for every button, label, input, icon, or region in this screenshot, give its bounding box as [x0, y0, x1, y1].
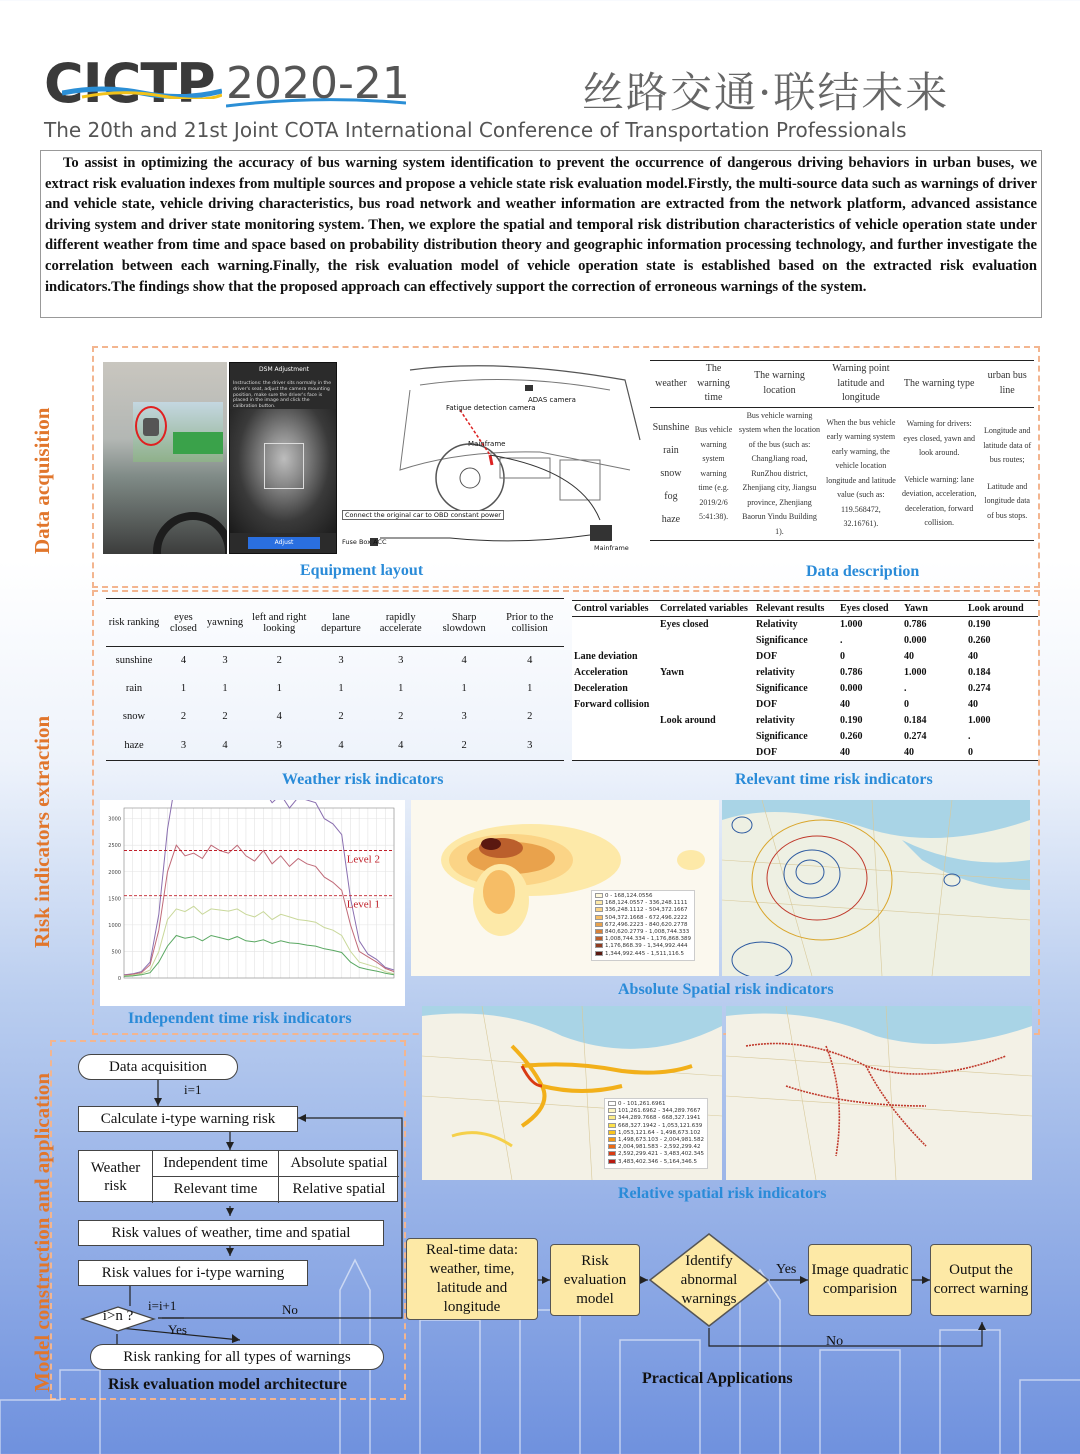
- legend-item: 1,176,868.39 - 1,344,992.444: [595, 943, 691, 950]
- green-bus: [173, 432, 223, 454]
- flow-increment: i=i+1: [148, 1298, 177, 1313]
- cell: 3: [276, 739, 282, 751]
- header-cell: weather: [655, 377, 687, 389]
- flow-risk-values-all: Risk values of weather, time and spatial: [78, 1220, 384, 1246]
- car-interior-diagram: [340, 360, 646, 556]
- section-risk-indicators: Risk indicators extraction: [30, 715, 54, 948]
- header-cell: risk ranking: [108, 617, 160, 628]
- cell: 3: [222, 655, 228, 667]
- legend-item: 1,344,992.445 - 1,511,116.5: [595, 951, 691, 958]
- dsm-title: DSM Adjustment: [259, 366, 309, 373]
- y-tick-label: 1500: [108, 896, 121, 903]
- cell: 2: [338, 711, 344, 722]
- fatigue-camera-label: Fatigue detection camera: [446, 404, 536, 412]
- cell: 0.184: [904, 715, 927, 726]
- bus-camera-photo: [103, 362, 227, 554]
- cell: .: [904, 683, 907, 694]
- weather-item: haze: [661, 514, 681, 526]
- cell: 40: [840, 746, 850, 758]
- cell: 0.274: [968, 683, 991, 694]
- legend-swatch: [595, 929, 603, 934]
- threshold-label: Level 2: [346, 853, 380, 866]
- conference-year: 2020-21: [226, 58, 410, 109]
- relative-map-right-svg: [726, 1006, 1032, 1180]
- cell: 1.000: [968, 715, 991, 726]
- flow-weather-risk: Weather risk: [79, 1151, 153, 1203]
- obd-label: Connect the original car to OBD constant power: [342, 510, 504, 520]
- cell: 3: [338, 655, 344, 667]
- legend-swatch: [608, 1144, 616, 1149]
- conference-slogan: 丝路交通·联结未来: [582, 68, 950, 117]
- correlation-table: [572, 600, 1038, 761]
- type-cell: [898, 407, 980, 541]
- cell: 0.000: [840, 683, 863, 694]
- legend-swatch: [608, 1115, 616, 1120]
- flow-i-equals-1: i=1: [184, 1082, 202, 1097]
- table-row: [572, 729, 1038, 745]
- cell: 1: [527, 683, 533, 694]
- car-interior-sketch: [340, 360, 646, 556]
- cell: 0.786: [840, 667, 863, 678]
- caption-practical-applications: Practical Applications: [642, 1370, 793, 1387]
- caption-weather-risk: Weather risk indicators: [282, 771, 444, 788]
- dsm-adjustment-screen: [229, 362, 337, 554]
- weather-list-cell: [650, 407, 692, 541]
- cell: Acceleration: [574, 667, 628, 678]
- y-tick-label: 0: [117, 976, 121, 982]
- weather-item: rain: [663, 445, 679, 457]
- cell: Deceleration: [574, 683, 628, 694]
- conference-subtitle: The 20th and 21st Joint COTA International Conference of Transportation Professionals: [44, 118, 907, 142]
- header-cell: Relevant results: [756, 603, 825, 614]
- legend-swatch: [595, 915, 603, 920]
- table-row: [572, 697, 1038, 713]
- legend-item: 168,124.0557 - 336,248.1111: [595, 900, 691, 907]
- legend-swatch: [595, 907, 603, 912]
- cell: [658, 633, 754, 649]
- cell: 40: [904, 746, 914, 758]
- flow-condition-label: i>n ?: [102, 1308, 134, 1324]
- legend-swatch: [595, 900, 603, 905]
- flow-relevant-time: Relevant time: [153, 1177, 279, 1203]
- flow-yes-label: Yes: [168, 1322, 187, 1337]
- series-line-series1: [124, 800, 394, 975]
- section-data-acquisition: Data acquisition: [30, 407, 54, 554]
- mainframe-label: Mainframe: [468, 440, 506, 448]
- cell: 1.000: [904, 667, 927, 678]
- table-row: [106, 731, 564, 761]
- caption-model-architecture: Risk evaluation model architecture: [108, 1376, 347, 1393]
- cell: [572, 729, 658, 745]
- cell: Yawn: [660, 667, 684, 678]
- legend-item: 336,248.1112 - 504,372.1667: [595, 907, 691, 914]
- table-row: [572, 713, 1038, 729]
- line-chart-svg: [100, 800, 405, 1006]
- table-header-row: [106, 599, 564, 647]
- flow-risk-values-itype: Risk values for i-type warning: [78, 1260, 308, 1286]
- legend-item: 504,372.1668 - 672,496.2222: [595, 915, 691, 922]
- cell: [572, 745, 658, 761]
- cell: 1: [180, 683, 187, 694]
- app-identify-label: Identify abnormal warnings: [680, 1253, 738, 1307]
- caption-data-description: Data description: [806, 563, 920, 580]
- cell: haze: [124, 739, 144, 751]
- contour-map: [722, 800, 1030, 976]
- type-driver: Warning for drivers: eyes closed, yawn and look around.: [903, 419, 975, 457]
- cell: 0: [840, 651, 845, 662]
- latlon-cell: When the bus vehicle early warning system early warning, the vehicle location longitude and latitude value (such as: 119.568472, 32.16761).: [825, 417, 896, 529]
- table-row: [106, 647, 564, 675]
- cell: Significance: [756, 635, 808, 646]
- cell: Significance: [756, 731, 808, 742]
- cell: 0: [968, 746, 973, 758]
- cell: DOF: [756, 651, 778, 662]
- cell: DOF: [756, 699, 778, 710]
- legend-item: 1,053,121.64 - 1,498,673.102: [608, 1130, 704, 1137]
- weather-item: Sunshine: [652, 422, 690, 434]
- flow-absolute-spatial: Absolute spatial: [279, 1151, 399, 1177]
- legend-item: 1,008,744.334 - 1,176,868.389: [595, 936, 691, 943]
- cell: 1: [398, 683, 404, 694]
- cell: 40: [904, 651, 914, 662]
- cell: 0.786: [904, 619, 927, 631]
- app-identify-diamond: [648, 1232, 770, 1328]
- table-row: [572, 665, 1038, 681]
- cell: 1.000: [840, 619, 863, 631]
- legend-item: 668,327.1942 - 1,053,121.639: [608, 1123, 704, 1130]
- table-row: [106, 675, 564, 703]
- camera-device: [143, 418, 159, 436]
- rel-legend: [604, 1098, 708, 1169]
- relative-map-right: [726, 1006, 1032, 1180]
- y-tick-label: 1000: [108, 922, 121, 929]
- cell: [658, 681, 754, 697]
- app-realtime-data: Real-time data: weather, time, latitude and longitude: [406, 1238, 538, 1320]
- flow-risk-ranking: Risk ranking for all types of warnings: [90, 1344, 384, 1370]
- y-tick-label: 2000: [108, 869, 121, 876]
- y-tick-label: 3000: [108, 816, 121, 823]
- cell: relativity: [756, 715, 795, 726]
- table-row: [572, 617, 1038, 633]
- cell: [658, 745, 754, 761]
- cell: rain: [125, 683, 143, 694]
- line-stops: Latitude and longitude data of bus stops.: [984, 481, 1030, 520]
- caption-independent-time: Independent time risk indicators: [128, 1010, 352, 1027]
- table-row: [650, 407, 1034, 541]
- header-cell: Eyes closed: [840, 603, 889, 614]
- cell: Forward collision: [574, 699, 650, 710]
- legend-item: 0 - 101,261.6961: [608, 1101, 704, 1108]
- cell: Eyes closed: [660, 619, 709, 631]
- cell: 0.260: [968, 635, 991, 646]
- adas-camera-label: ADAS camera: [528, 396, 576, 404]
- header-cell: The warning time: [697, 363, 730, 403]
- table-row: [572, 681, 1038, 697]
- absolute-heatmap: [411, 800, 719, 976]
- legend-swatch: [595, 936, 603, 941]
- table-row: [572, 633, 1038, 649]
- header-cell: rapidly accelerate: [379, 611, 422, 634]
- legend-swatch: [595, 922, 603, 927]
- flow-risk-grid: [78, 1150, 398, 1202]
- header-cell: yawning: [206, 617, 244, 628]
- independent-time-chart: [100, 800, 405, 1006]
- legend-swatch: [608, 1137, 616, 1142]
- cell: 3: [180, 739, 187, 751]
- cell: 2: [222, 711, 228, 722]
- legend-item: 1,498,673.103 - 2,004,981.582: [608, 1137, 704, 1144]
- table-header-row: [572, 601, 1038, 617]
- cell: 4: [398, 739, 404, 751]
- legend-item: 101,261.6962 - 344,289.7667: [608, 1108, 704, 1115]
- legend-swatch: [608, 1159, 616, 1164]
- cell: .: [968, 731, 971, 742]
- weather-risk-table: [106, 598, 564, 761]
- flow-no-label: No: [282, 1302, 298, 1317]
- legend-swatch: [608, 1101, 616, 1106]
- legend-swatch: [608, 1151, 616, 1156]
- flow-calculate-risk: Calculate i-type warning risk: [78, 1106, 298, 1132]
- header-cell: lane departure: [321, 611, 361, 634]
- line-cell: [980, 407, 1034, 541]
- header-cell: urban bus line: [987, 370, 1027, 396]
- dsm-instructions: Instructions: the driver sits normally in the driver's seat, adjust the camera mounting position, make sure the driver's face is placed in the image and click the calibration button.: [233, 381, 332, 410]
- cell: relativity: [756, 667, 795, 678]
- caption-relative-spatial: Relative spatial risk indicators: [618, 1185, 827, 1202]
- cell: 0: [904, 699, 909, 710]
- header-cell: Look around: [968, 603, 1024, 614]
- header-cell: left and right looking: [252, 611, 307, 634]
- cell: 1: [276, 683, 282, 694]
- cell: Significance: [756, 683, 808, 694]
- cell: .: [840, 635, 843, 646]
- y-tick-label: 500: [111, 949, 121, 956]
- cell: 40: [840, 699, 850, 710]
- header-cell: Sharp slowdown: [442, 611, 486, 634]
- caption-absolute-spatial: Absolute Spatial risk indicators: [618, 981, 834, 998]
- cell: 4: [180, 655, 187, 667]
- cell: [658, 649, 754, 665]
- cell: [572, 617, 658, 633]
- cell: 40: [968, 651, 978, 662]
- header-cell: Prior to the collision: [506, 611, 554, 634]
- cell: 3: [527, 739, 533, 751]
- mainframe-label-2: Mainframe: [594, 544, 629, 552]
- y-tick-label: 2500: [108, 843, 121, 850]
- abs-legend: [591, 890, 695, 961]
- table-header-row: [650, 361, 1034, 408]
- app-image-comparison: Image quadratic comparision: [808, 1244, 912, 1316]
- legend-item: 3,483,402.346 - 5,164,346.5: [608, 1159, 704, 1166]
- cell: Lane deviation: [574, 651, 638, 662]
- cell: 3: [461, 711, 467, 722]
- caption-relevant-time: Relevant time risk indicators: [735, 771, 933, 788]
- app-risk-model: Risk evaluation model: [550, 1244, 640, 1316]
- legend-item: 2,592,299.421 - 3,483,402.345: [608, 1151, 704, 1158]
- cell: 0.190: [968, 619, 991, 631]
- fuse-box-label: Fuse Box ACC: [342, 538, 387, 546]
- cell: 4: [222, 739, 228, 751]
- cell: 2: [461, 739, 467, 751]
- logo-swoosh: [62, 85, 222, 99]
- flow-independent-time: Independent time: [153, 1151, 279, 1177]
- cell: [572, 633, 658, 649]
- cell: 4: [527, 655, 533, 667]
- header-cell: Yawn: [904, 603, 928, 614]
- cell: 0.190: [840, 715, 863, 726]
- data-description-table-wrap: [650, 360, 1034, 556]
- caption-equipment: Equipment layout: [300, 562, 424, 579]
- cell: 0.260: [840, 731, 863, 742]
- header-cell: Correlated variables: [660, 603, 748, 614]
- type-vehicle: Vehicle warning: lane deviation, acceleration, deceleration, forward collision.: [901, 474, 977, 527]
- location-cell: Bus vehicle warning system when the location of the bus (such as: ChangJiang road, RunZhou district, Zhenjiang city, Jiangsu province, Zhenjiang Baorun Yindu Building 1).: [738, 410, 821, 536]
- face-frame: [264, 443, 304, 489]
- contour-map-svg: [722, 800, 1030, 976]
- flow-data-acquisition: Data acquisition: [78, 1054, 238, 1080]
- legend-item: 672,496.2223 - 840,620.2778: [595, 922, 691, 929]
- cell: [658, 729, 754, 745]
- adjust-button[interactable]: Adjust: [248, 537, 320, 549]
- cell: 4: [461, 655, 467, 667]
- cell: [658, 697, 754, 713]
- cell: Look around: [660, 715, 716, 726]
- year-swoosh: [226, 96, 406, 108]
- legend-swatch: [608, 1108, 616, 1113]
- time-cell: Bus vehicle warning system warning time (e.g. 2019/2/6 5:41:38).: [694, 425, 733, 521]
- cell: 0.274: [904, 731, 927, 742]
- app-no-label: No: [826, 1334, 844, 1349]
- weather-item: fog: [664, 491, 678, 503]
- cell: [572, 713, 658, 729]
- table-row: [572, 745, 1038, 761]
- legend-swatch: [608, 1123, 616, 1128]
- cell: 2: [398, 711, 404, 722]
- weather-item: snow: [660, 468, 682, 480]
- flow-condition: [80, 1306, 156, 1332]
- cell: 4: [338, 739, 344, 751]
- cell: 1: [461, 683, 467, 694]
- section-model-construction: Model construction and application: [30, 1072, 54, 1392]
- relative-map-left: [422, 1006, 722, 1180]
- header-cell: eyes closed: [170, 611, 197, 634]
- legend-swatch: [595, 893, 603, 898]
- legend-swatch: [595, 943, 603, 948]
- cell: 4: [276, 711, 282, 722]
- abstract: To assist in optimizing the accuracy of bus warning system identification to prevent the occurrence of dangerous driving behaviors in urban buses, we extract risk evaluation indexes from multiple sources and propose a vehicle state risk evaluation model.Firstly, the multi-source data such as warnings of driver and vehicle state, vehicle driving characteristics, bus road network and weather information are extracted from the network platform, advanced assistance driving system and driver state monitoring system. Then, we explore the spatial and temporal risk distribution characteristics of vehicle operation state under different weather from time and space based on probability distribution theory and geographic information processing technology, and further investigate the correlation between each warning.Finally, the risk evaluation model of vehicle operation state is established based on the extracted risk evaluation indicators.The findings show that the proposed approach can effectively support the correction of erroneous warnings of the system.: [40, 150, 1042, 318]
- conference-logo: CICTP: [44, 52, 215, 115]
- line-routes: Longitude and latitude data of bus routes;: [983, 426, 1032, 465]
- header-cell: Control variables: [574, 603, 649, 614]
- table-row: [572, 649, 1038, 665]
- header-cell: The warning type: [903, 377, 975, 389]
- app-output-warning: Output the correct warning: [930, 1244, 1032, 1316]
- cell: sunshine: [115, 655, 153, 667]
- flow-relative-spatial: Relative spatial: [292, 1181, 386, 1197]
- series-line-series4: [124, 936, 394, 977]
- legend-swatch: [608, 1130, 616, 1135]
- app-yes-label: Yes: [776, 1262, 797, 1277]
- cell: 1: [338, 683, 344, 694]
- legend-item: 2,004,981.583 - 2,592,299.42: [608, 1144, 704, 1151]
- legend-item: 344,289.7668 - 668,327.1941: [608, 1115, 704, 1122]
- cell: DOF: [756, 746, 778, 758]
- legend-swatch: [595, 951, 603, 956]
- header-cell: Warning point latitude and longitude: [832, 363, 890, 403]
- table-row: [106, 703, 564, 731]
- cell: 1: [222, 683, 228, 694]
- legend-item: 840,620.2779 - 1,008,744.333: [595, 929, 691, 936]
- cell: Relativity: [756, 619, 798, 631]
- steering-wheel: [153, 512, 227, 554]
- cell: 2: [527, 711, 533, 722]
- cell: 2: [180, 711, 187, 722]
- cell: 40: [968, 699, 978, 710]
- threshold-label: Level 1: [346, 898, 380, 911]
- data-description-table: [650, 360, 1034, 541]
- header-cell: The warning location: [754, 370, 805, 396]
- cell: 3: [398, 655, 404, 667]
- cell: 2: [276, 655, 282, 667]
- legend-item: 0 - 168,124.0556: [595, 893, 691, 900]
- cell: 0.000: [904, 635, 927, 646]
- cell: 0.184: [968, 667, 991, 678]
- cell: snow: [122, 711, 146, 722]
